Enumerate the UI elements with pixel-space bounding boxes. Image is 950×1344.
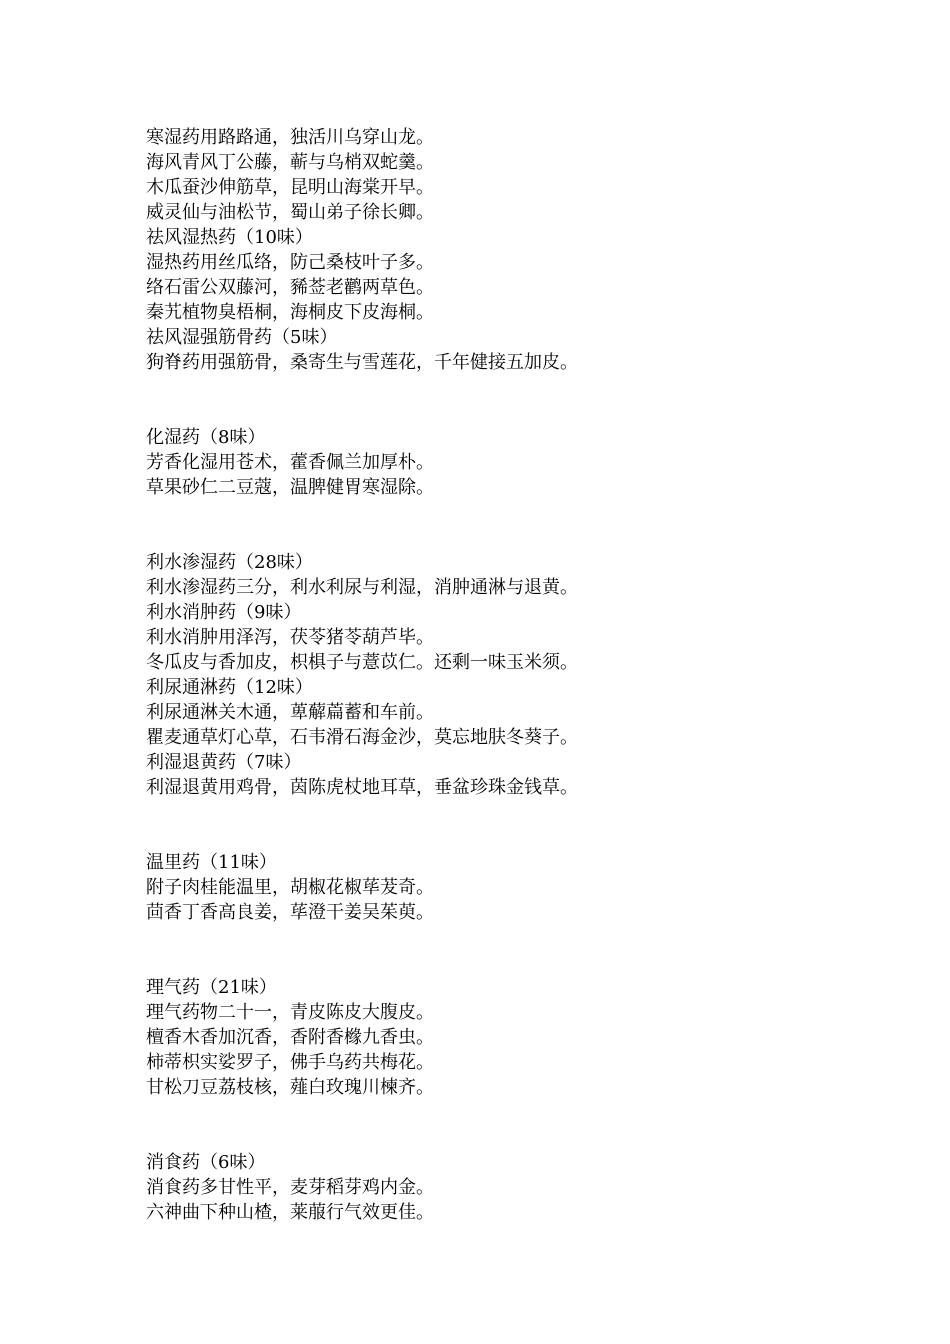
text-line: 利尿通淋关木通，萆薢萹蓄和车前。: [146, 702, 434, 723]
text-line: 利湿退黄用鸡骨，茵陈虎杖地耳草，垂盆珍珠金钱草。: [146, 777, 578, 798]
section-huashi: [146, 425, 886, 500]
section-spacer: [146, 925, 886, 975]
section-lishui: [146, 550, 886, 800]
section-spacer: [146, 1100, 886, 1150]
text-line: 檀香木香加沉香，香附香橼九香虫。: [146, 1027, 434, 1048]
subsection-heading: 利水消肿药（9味）: [146, 602, 302, 623]
text-line: 瞿麦通草灯心草，石韦滑石海金沙，莫忘地肤冬葵子。: [146, 727, 578, 748]
section-spacer: [146, 800, 886, 850]
subsection-heading: 祛风湿热药（10味）: [146, 227, 313, 248]
text-line: 威灵仙与油松节，蜀山弟子徐长卿。: [146, 202, 434, 223]
text-line: 附子肉桂能温里，胡椒花椒荜茇奇。: [146, 877, 434, 898]
section-heading: 化湿药（8味）: [146, 427, 266, 448]
text-line: 秦艽植物臭梧桐，海桐皮下皮海桐。: [146, 302, 434, 323]
section-heading: 消食药（6味）: [146, 1152, 266, 1173]
text-line: 芳香化湿用苍术，藿香佩兰加厚朴。: [146, 452, 434, 473]
text-line: 狗脊药用强筋骨，桑寄生与雪莲花，千年健接五加皮。: [146, 352, 578, 373]
text-line: 寒湿药用路路通，独活川乌穿山龙。: [146, 127, 434, 148]
subsection-heading: 利尿通淋药（12味）: [146, 677, 313, 698]
section-wenli: [146, 850, 886, 925]
section-qufengshi-continued: [146, 125, 886, 375]
document-body: [146, 125, 886, 1225]
section-liqi: [146, 975, 886, 1100]
section-heading: 利水渗湿药（28味）: [146, 552, 313, 573]
text-line: 木瓜蚕沙伸筋草，昆明山海棠开早。: [146, 177, 434, 198]
text-line: 六神曲下种山楂，莱菔行气效更佳。: [146, 1202, 434, 1223]
subsection-heading: 祛风湿强筋骨药（5味）: [146, 327, 338, 348]
text-line: 利水渗湿药三分，利水利尿与利湿，消肿通淋与退黄。: [146, 577, 578, 598]
section-spacer: [146, 500, 886, 550]
text-line: 利水消肿用泽泻，茯苓猪苓葫芦毕。: [146, 627, 434, 648]
section-xiaoshi: [146, 1150, 886, 1225]
text-line: 消食药多甘性平，麦芽稻芽鸡内金。: [146, 1177, 434, 1198]
text-line: 茴香丁香高良姜，荜澄干姜吴茱萸。: [146, 902, 434, 923]
section-heading: 温里药（11味）: [146, 852, 277, 873]
text-line: 草果砂仁二豆蔻，温脾健胃寒湿除。: [146, 477, 434, 498]
text-line: 湿热药用丝瓜络，防己桑枝叶子多。: [146, 252, 434, 273]
section-spacer: [146, 375, 886, 425]
text-line: 络石雷公双藤河，豨莶老鹳两草色。: [146, 277, 434, 298]
subsection-heading: 利湿退黄药（7味）: [146, 752, 302, 773]
section-heading: 理气药（21味）: [146, 977, 277, 998]
text-line: 理气药物二十一，青皮陈皮大腹皮。: [146, 1002, 434, 1023]
text-line: 甘松刀豆荔枝核，薤白玫瑰川楝齐。: [146, 1077, 434, 1098]
text-line: 海风青风丁公藤，蕲与乌梢双蛇羹。: [146, 152, 434, 173]
text-line: 柿蒂枳实娑罗子，佛手乌药共梅花。: [146, 1052, 434, 1073]
text-line: 冬瓜皮与香加皮，枳椇子与薏苡仁。还剩一味玉米须。: [146, 652, 578, 673]
